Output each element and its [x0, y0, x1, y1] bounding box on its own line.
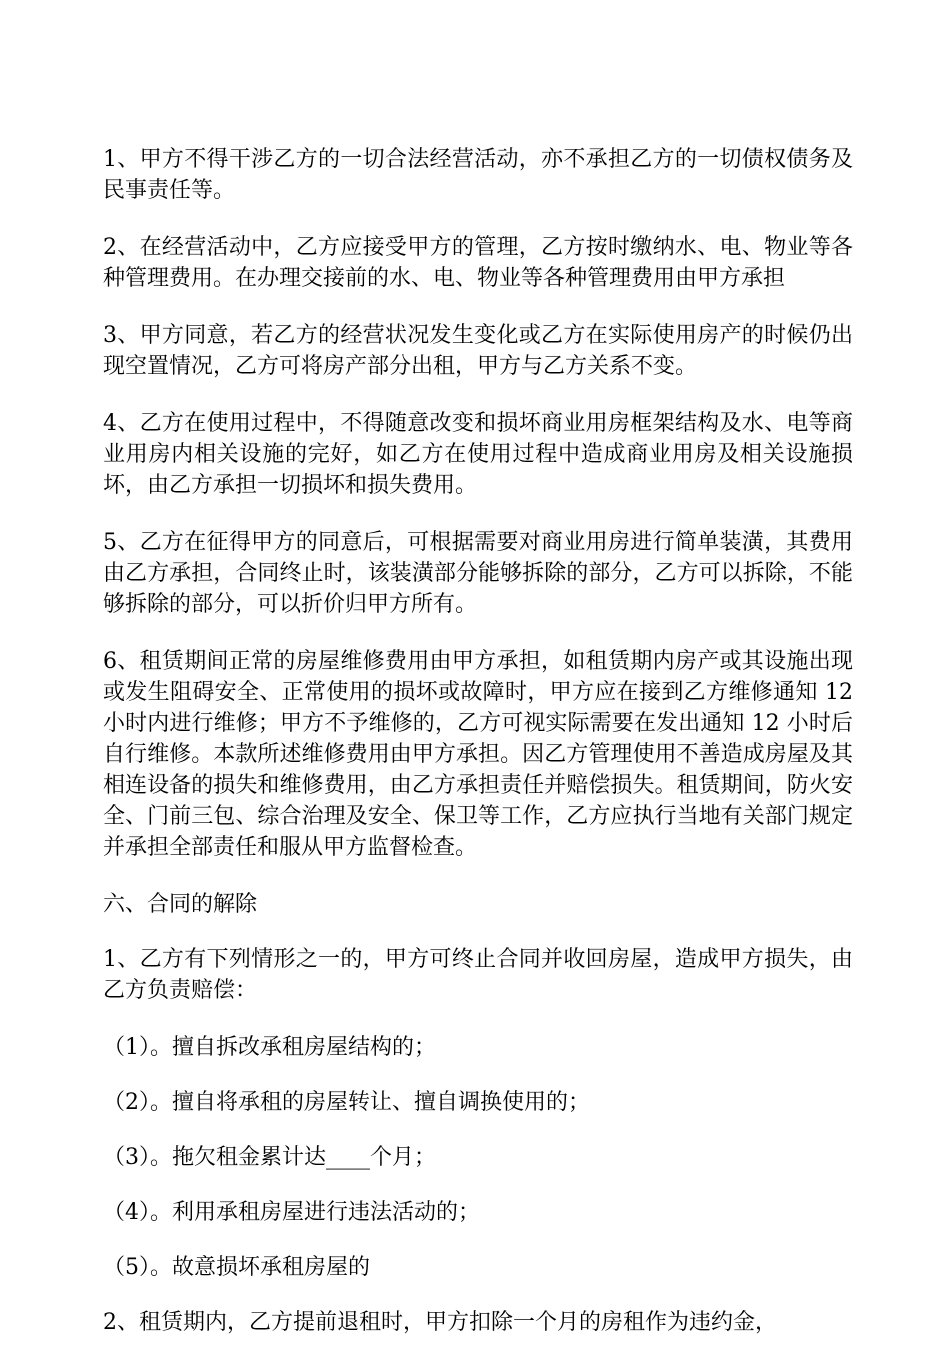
clause-paragraph: 1、甲方不得干涉乙方的一切合法经营活动，亦不承担乙方的一切债权债务及民事责任等。: [103, 147, 853, 203]
clause-paragraph: 1、乙方有下列情形之一的，甲方可终止合同并收回房屋，造成甲方损失，由乙方负责赔偿：: [103, 947, 853, 1003]
section-heading: 六、合同的解除: [103, 892, 258, 917]
list-item: （1）。擅自拆改承租房屋结构的；: [103, 1035, 436, 1060]
list-item: （5）。故意损坏承租房屋的: [103, 1255, 370, 1280]
list-item: （3）。拖欠租金累计达____个月；: [103, 1145, 436, 1170]
clause-paragraph: 2、在经营活动中，乙方应接受甲方的管理，乙方按时缴纳水、电、物业等各种管理费用。在办理交接前的水、电、物业等各种管理费用由甲方承担: [103, 235, 853, 291]
document-body: [103, 144, 853, 1362]
clause-paragraph: 2、租赁期内，乙方提前退租时，甲方扣除一个月的房租作为违约金，: [103, 1310, 777, 1335]
clause-paragraph: 6、租赁期间正常的房屋维修费用由甲方承担，如租赁期内房产或其设施出现或发生阻碍安全、正常使用的损坏或故障时，甲方应在接到乙方维修通知 12 小时内进行维修；甲方不予维修的，乙方可视实际需要在发出通知 12 小时后自行维修。本款所述维修费用由甲方承担。因乙方管理使用不善造成房屋及其相连设备的损失和维修费用，由乙方承担责任并赔偿损失。租赁期间，防火安全、门前三包、综合治理及安全、保卫等工作，乙方应执行当地有关部门规定并承担全部责任和服从甲方监督检查。: [103, 649, 853, 860]
list-item: （4）。利用承租房屋进行违法活动的；: [103, 1200, 480, 1225]
clause-paragraph: 5、乙方在征得甲方的同意后，可根据需要对商业用房进行简单装潢，其费用由乙方承担，合同终止时，该装潢部分能够拆除的部分，乙方可以拆除，不能够拆除的部分，可以折价归甲方所有。: [103, 530, 853, 617]
clause-paragraph: 3、甲方同意，若乙方的经营状况发生变化或乙方在实际使用房产的时候仍出现空置情况，乙方可将房产部分出租，甲方与乙方关系不变。: [103, 323, 853, 379]
clause-paragraph: 4、乙方在使用过程中，不得随意改变和损坏商业用房框架结构及水、电等商业用房内相关设施的完好，如乙方在使用过程中造成商业用房及相关设施损坏，由乙方承担一切损坏和损失费用。: [103, 411, 853, 498]
list-item: （2）。擅自将承租的房屋转让、擅自调换使用的；: [103, 1090, 590, 1115]
